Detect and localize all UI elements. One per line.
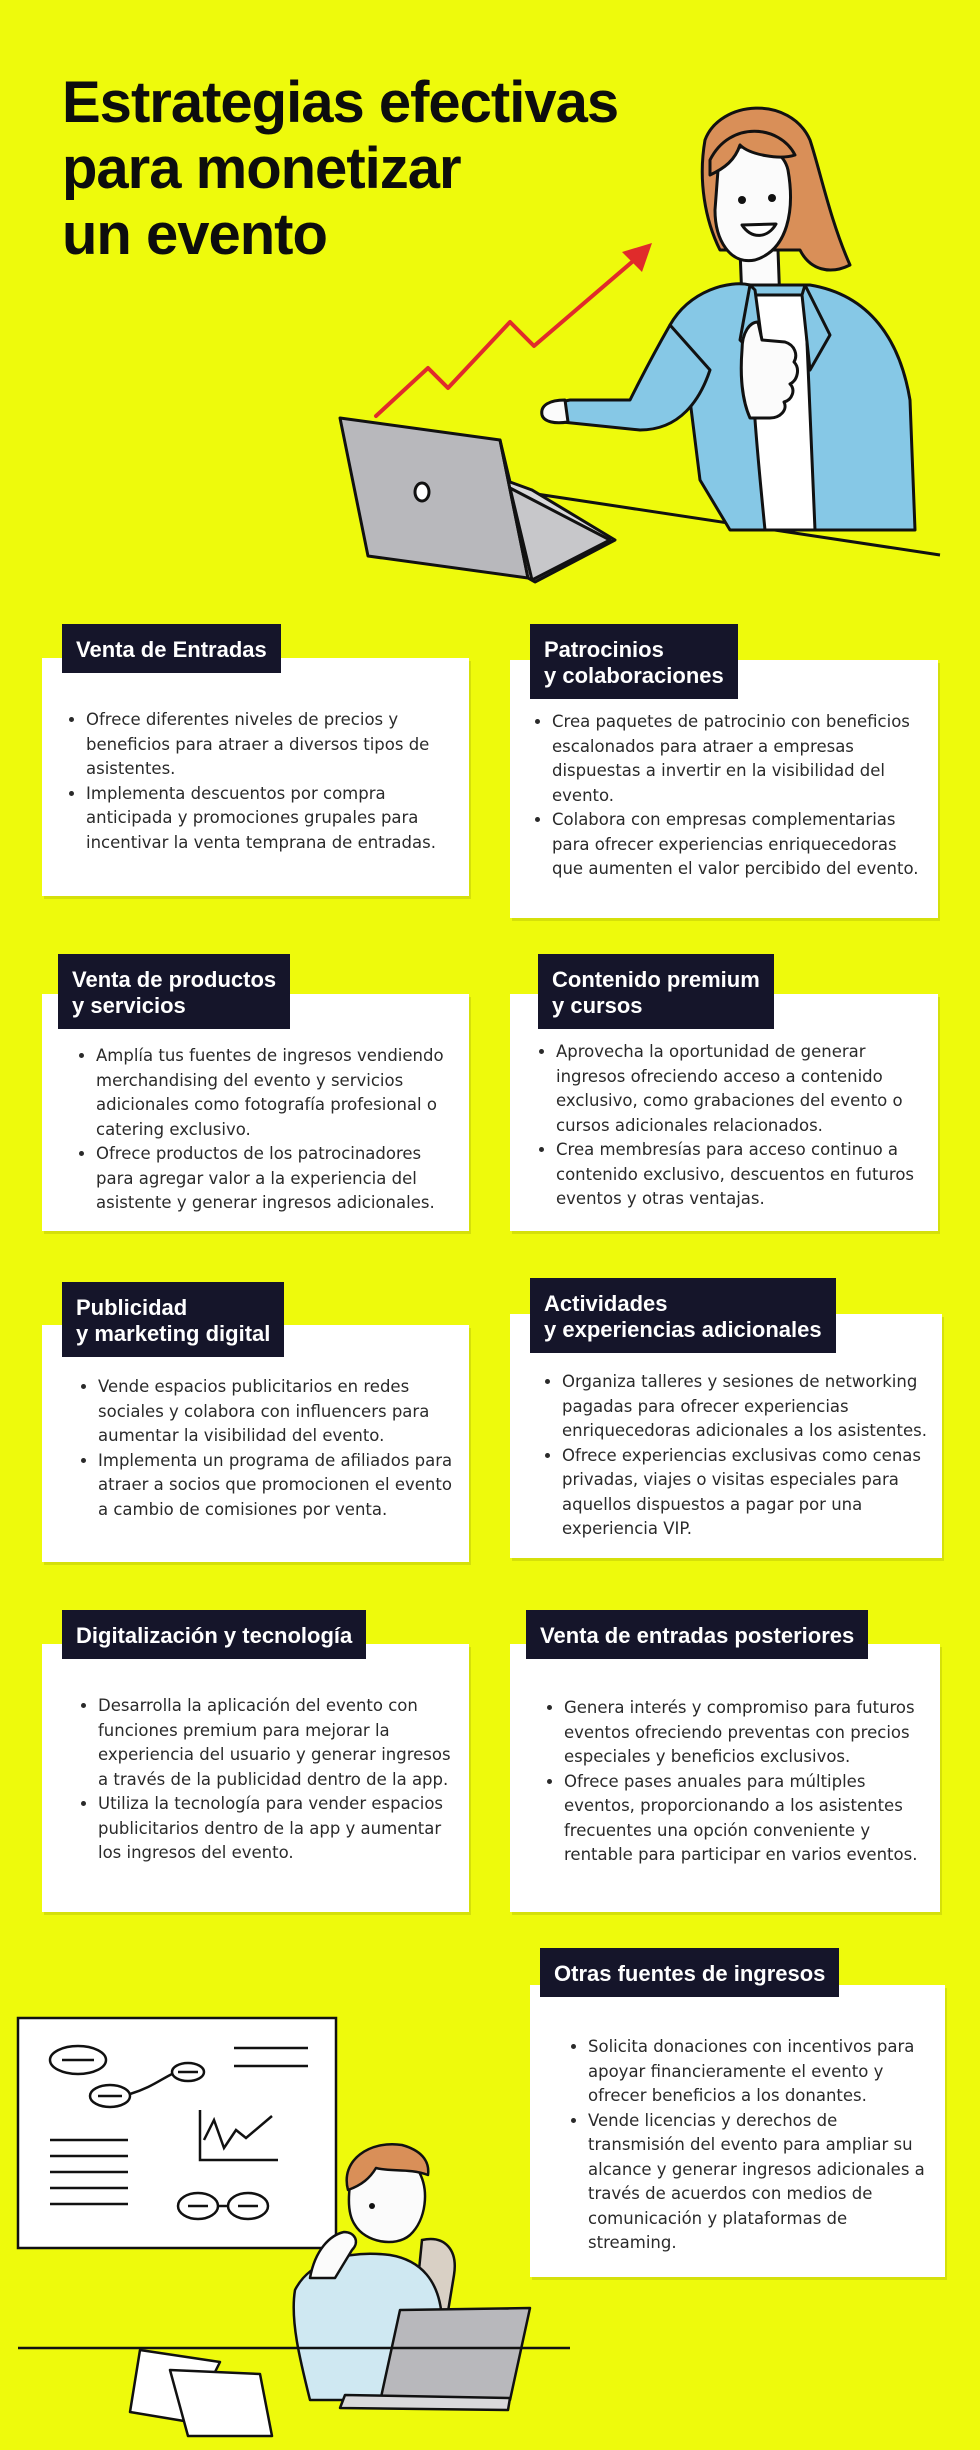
list-item: • Ofrece experiencias exclusivas como cenas privadas, viajes o visitas especiales para aquellos dispuestos a pagar por una experiencia VIP. [562, 1444, 936, 1542]
section-card-entradas-posteriores [510, 1644, 940, 1912]
papers-icon [130, 2350, 272, 2436]
list-item: • Crea membresías para acceso continuo a contenido exclusivo, descuentos en futuros eventos y otras ventajas. [556, 1138, 924, 1212]
list-item: • Aprovecha la oportunidad de generar ingresos ofreciendo acceso a contenido exclusivo, como grabaciones del evento o cursos adicionales relacionados. [556, 1040, 924, 1138]
page-title-line: un evento [62, 202, 327, 267]
list-item: • Amplía tus fuentes de ingresos vendiendo merchandising del evento y servicios adicionales como fotografía profesional o catering exclusivo. [96, 1044, 455, 1142]
section-card-publicidad [42, 1325, 469, 1562]
section-title-line: Actividades [544, 1291, 668, 1316]
section-title-line: y marketing digital [76, 1321, 271, 1346]
section-card-digitalizacion [42, 1644, 469, 1912]
section-title [538, 954, 774, 1029]
whiteboard-icon [18, 2018, 336, 2248]
section-title-line: y colaboraciones [544, 663, 724, 688]
section-title-line: y experiencias adicionales [544, 1317, 822, 1342]
woman-thumbs-up-icon [542, 108, 915, 530]
section-title-line: Publicidad [76, 1295, 188, 1320]
section-card-venta-entradas [42, 658, 469, 896]
list-item: • Colabora con empresas complementarias para ofrecer experiencias enriquecedoras que aumenten el valor percibido del evento. [552, 808, 922, 882]
section-title-line: y servicios [72, 993, 186, 1018]
section-title [62, 1282, 284, 1357]
section-title [540, 1948, 839, 1997]
list-item: • Implementa un programa de afiliados para atraer a socios que promocionen el evento a cambio de comisiones por venta. [98, 1449, 455, 1523]
section-title [526, 1610, 868, 1659]
section-title-line: Patrocinios [544, 637, 664, 662]
section-card-contenido-premium [510, 994, 938, 1231]
list-item: • Genera interés y compromiso para futuros eventos ofreciendo preventas con precios especiales y beneficios exclusivos. [564, 1696, 924, 1770]
page-title-line: Estrategias efectivas [62, 70, 619, 135]
section-title [62, 1610, 366, 1659]
section-card-productos-servicios [42, 994, 469, 1231]
section-title-line: Contenido premium [552, 967, 760, 992]
list-item: • Desarrolla la aplicación del evento con funciones premium para mejorar la experiencia del usuario y generar ingresos a través de la publicidad dentro de la app. [98, 1694, 455, 1792]
list-item: • Utiliza la tecnología para vender espacios publicitarios dentro de la app y aumentar los ingresos del evento. [98, 1792, 455, 1866]
list-item: • Organiza talleres y sesiones de networking pagadas para ofrecer experiencias enriquecedoras adicionales a los asistentes. [562, 1370, 936, 1444]
section-title [62, 624, 281, 673]
list-item: • Ofrece pases anuales para múltiples eventos, proporcionando a los asistentes frecuentes una opción conveniente y rentable para participar en varios eventos. [564, 1770, 924, 1868]
section-title [58, 954, 290, 1029]
list-item: • Crea paquetes de patrocinio con beneficios escalonados para atraer a empresas dispuestas a invertir en la visibilidad del evento. [552, 710, 922, 808]
list-item: • Implementa descuentos por compra anticipada y promociones grupales para incentivar la venta temprana de entradas. [86, 782, 455, 856]
list-item: • Ofrece diferentes niveles de precios y beneficios para atraer a diversos tipos de asistentes. [86, 708, 455, 782]
list-item: • Ofrece productos de los patrocinadores para agregar valor a la experiencia del asistente y generar ingresos adicionales. [96, 1142, 455, 1216]
list-item: • Solicita donaciones con incentivos para apoyar financieramente el evento y ofrecer beneficios a los donantes. [588, 2035, 931, 2109]
section-title-line: Venta de Entradas [76, 637, 267, 662]
hero-illustration [310, 100, 950, 590]
section-card-otras-fuentes [530, 1985, 945, 2277]
section-title-line: Digitalización y tecnología [76, 1623, 353, 1648]
page-title-line: para monetizar [62, 136, 461, 201]
list-item: • Vende espacios publicitarios en redes sociales y colabora con influencers para aumentar la visibilidad del evento. [98, 1375, 455, 1449]
thinking-illustration [10, 2010, 570, 2440]
growth-arrow-icon [376, 243, 652, 416]
section-title-line: Venta de productos [72, 967, 277, 992]
section-title [530, 624, 738, 699]
section-title-line: Otras fuentes de ingresos [554, 1961, 826, 1986]
section-title-line: y cursos [552, 993, 643, 1018]
list-item: • Vende licencias y derechos de transmisión del evento para ampliar su alcance y generar ingresos adicionales a través de acuerdos con medios de comunicación y plataformas de streaming. [588, 2109, 931, 2256]
section-title-line: Venta de entradas posteriores [540, 1623, 855, 1648]
section-title [530, 1278, 836, 1353]
